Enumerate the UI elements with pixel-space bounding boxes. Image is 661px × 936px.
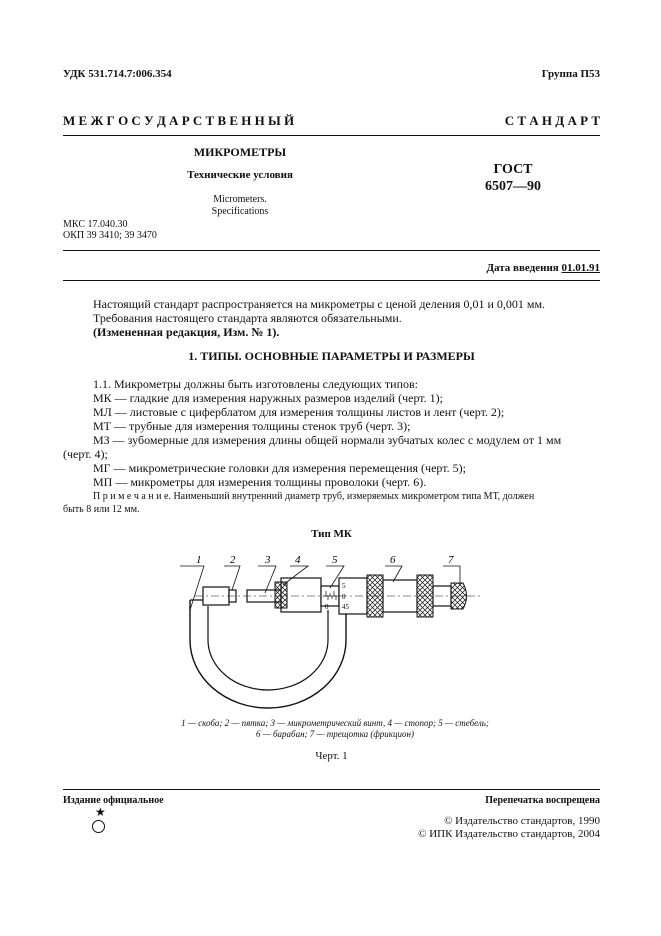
type-mz-cont: (черт. 4); xyxy=(63,447,108,461)
type-mt: МТ — трубные для измерения толщины стенок труб (черт. 3); xyxy=(93,419,411,433)
figure-caption xyxy=(140,718,530,740)
okp-code: ОКП 39 3410; 39 3470 xyxy=(63,230,157,241)
section-1-heading: 1. ТИПЫ. ОСНОВНЫЕ ПАРАМЕТРЫ И РАЗМЕРЫ xyxy=(188,349,475,363)
type-mz: МЗ — зубомерные для измерения длины общей нормали зубчатых колес с модулем от 1 мм xyxy=(93,433,562,447)
scale-number-45: 45 xyxy=(342,603,349,611)
caption-line-1: 1 — скоба; 2 — пятка; 3 — микрометрический винт, 4 — стопор; 5 — стебель; xyxy=(181,718,489,728)
callout-3: 3 xyxy=(265,554,271,566)
scale-number-0b: 0 xyxy=(325,603,329,611)
leader-1 xyxy=(180,566,204,610)
frame-outline xyxy=(190,600,346,708)
footer-rule xyxy=(63,789,600,790)
note-text: Наименьший внутренний диаметр труб, измеряемых микрометром типа МТ, должен xyxy=(173,491,535,502)
banner-word-interstate: М Е Ж Г О С У Д А Р С Т В Е Н Н Ы Й xyxy=(63,113,295,128)
group-code: Группа П53 xyxy=(541,68,600,80)
figure-title: Тип МК xyxy=(311,528,352,540)
udk-code: УДК 531.714.7:006.354 xyxy=(63,68,172,80)
type-mk: МК — гладкие для измерения наружных размеров изделий (черт. 1); xyxy=(93,391,443,405)
copyright-1990: © Издательство стандартов, 1990 xyxy=(444,815,600,827)
note-label: П р и м е ч а н и е. xyxy=(93,491,171,502)
document-subtitle: Технические условия xyxy=(187,169,293,181)
type-mg: МГ — микрометрические головки для измерения перемещения (черт. 5); xyxy=(93,461,466,475)
date-value: 01.01.91 xyxy=(561,262,600,274)
callout-6: 6 xyxy=(390,554,396,566)
leader-3 xyxy=(258,566,276,593)
callout-2: 2 xyxy=(230,554,236,566)
intro-line-2: Требования настоящего стандарта являются обязательными. xyxy=(93,311,402,325)
type-ml: МЛ — листовые с циферблатом для измерения толщины листов и лент (черт. 2); xyxy=(93,405,505,419)
copyright-2004: © ИПК Издательство стандартов, 2004 xyxy=(418,828,600,840)
callout-5: 5 xyxy=(332,554,338,566)
document-title: МИКРОМЕТРЫ xyxy=(193,145,287,159)
callout-1: 1 xyxy=(196,554,202,566)
gost-label: ГОСТ xyxy=(493,162,533,177)
official-edition: Издание официальное xyxy=(63,795,164,806)
item-1-1: 1.1. Микрометры должны быть изготовлены следующих типов: xyxy=(93,377,418,391)
leader-7 xyxy=(443,566,460,584)
figure-label: Черт. 1 xyxy=(315,750,348,762)
intro-amendment: (Измененная редакция, Изм. № 1). xyxy=(93,325,280,339)
note-text-cont: быть 8 или 12 мм. xyxy=(63,504,140,515)
document-subtitle-en: Specifications xyxy=(211,206,269,217)
reprint-prohibited: Перепечатка воспрещена xyxy=(485,795,600,806)
star-icon: ★ xyxy=(95,805,106,819)
date-label: Дата введения xyxy=(486,262,559,274)
frame-inner xyxy=(208,606,328,690)
scale-number-0a: 0 xyxy=(342,593,346,601)
scale-number-5: 5 xyxy=(342,582,346,590)
gost-number: 6507—90 xyxy=(485,179,541,194)
caption-line-2: 6 — барабан; 7 — трещотка (фрикцион) xyxy=(256,729,414,739)
callout-7: 7 xyxy=(448,554,454,566)
intro-line-1: Настоящий стандарт распространяется на микрометры с ценой деления 0,01 и 0,001 мм. xyxy=(93,297,546,311)
lock-nut xyxy=(275,582,287,608)
circle-icon xyxy=(92,820,105,833)
callout-4: 4 xyxy=(295,554,301,566)
mks-code: МКС 17.040.30 xyxy=(63,219,128,230)
banner-word-standard: С Т А Н Д А Р Т xyxy=(504,113,600,128)
document-title-en: Micrometers. xyxy=(213,194,267,205)
type-mp: МП — микрометры для измерения толщины проволоки (черт. 6). xyxy=(93,475,427,489)
